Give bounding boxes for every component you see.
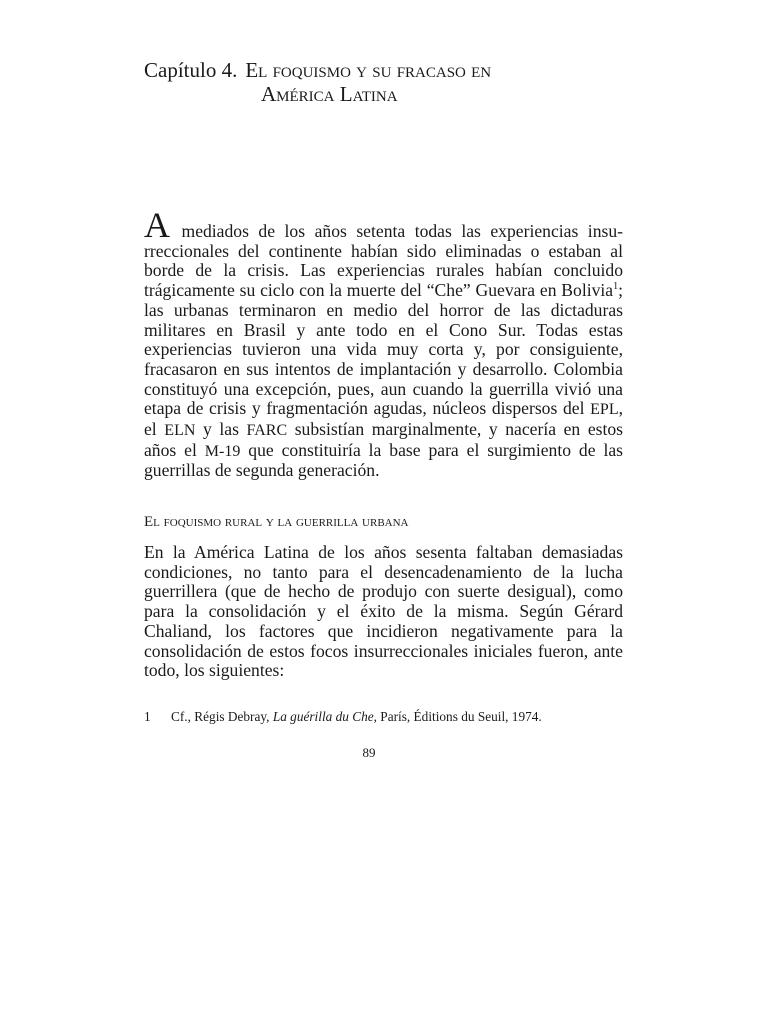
chapter-heading bbox=[144, 58, 624, 106]
paragraph-1-text-e: subsistían marginalmente, y nacería en estos años el bbox=[144, 419, 624, 460]
chapter-heading-line-1 bbox=[144, 58, 624, 82]
body-paragraph-2: En la América Latina de los años sesenta faltaban demasiadas condiciones, no tanto para el desencadenamiento de la lucha guerrillera (que de hecho de produjo con suerte desigual), como para la consolidación y el éxito de la misma. Según Gérard Chaliand, los factores que incidieron negativamente para la consolidación de estos focos insurreccionales iniciales fueron, ante todo, los siguientes: bbox=[144, 542, 623, 681]
paragraph-1-text-a: mediados de los años setenta todas las experiencias insurreccionales del continente habían sido eliminadas o estaban al borde de la crisis. Las experiencias rurales habían concluido trágicamente su ciclo con la muerte del “Che” Guevara en Bolivia bbox=[144, 221, 623, 301]
paragraph-1-text-f: que constituiría la base para el surgimiento de las guerrillas de segunda generación. bbox=[144, 439, 623, 481]
drop-initial: A bbox=[144, 205, 170, 245]
footnote-book-title: La guérilla du Che bbox=[272, 709, 374, 724]
abbr-eln: ELN bbox=[164, 422, 196, 440]
section-heading: El foquismo rural y la guerrilla urbana bbox=[144, 514, 409, 530]
paragraph-1-text-d: y las bbox=[195, 419, 247, 440]
abbr-epl: EPL bbox=[590, 401, 619, 419]
footnote-number: 1 bbox=[144, 709, 151, 724]
chapter-title-line-1: El foquismo y su fracaso en bbox=[245, 58, 492, 82]
chapter-number: Capítulo 4. bbox=[144, 58, 238, 82]
abbr-m19: M-19 bbox=[204, 442, 241, 460]
paragraph-1-text-c: , el bbox=[144, 398, 623, 440]
footnote-text-b: , París, Éditions du Seuil, 1974. bbox=[373, 709, 542, 724]
chapter-title-line-2: América Latina bbox=[261, 82, 398, 106]
paragraph-1-text-b: ; las urbanas terminaron en medio del horror de las dictaduras militares en Brasil y ante todo en el Cono Sur. Todas estas experiencias tuvieron una vida muy corta y, por consiguiente, fracasaron en sus intentos de implantación y desarrollo. Colombia constituyó una excepción, pues, aun cuando la guerrilla vivió una etapa de crisis y fragmentación agudas, núcleos dispersos del bbox=[144, 280, 623, 419]
body-paragraph-1 bbox=[144, 205, 624, 481]
page-number: 89 bbox=[362, 745, 376, 760]
footnote bbox=[144, 708, 623, 726]
footnote-reference: 1 bbox=[613, 281, 619, 293]
footnote-text-a: Cf., Régis Debray, bbox=[171, 709, 273, 724]
abbr-farc: FARC bbox=[246, 422, 288, 440]
